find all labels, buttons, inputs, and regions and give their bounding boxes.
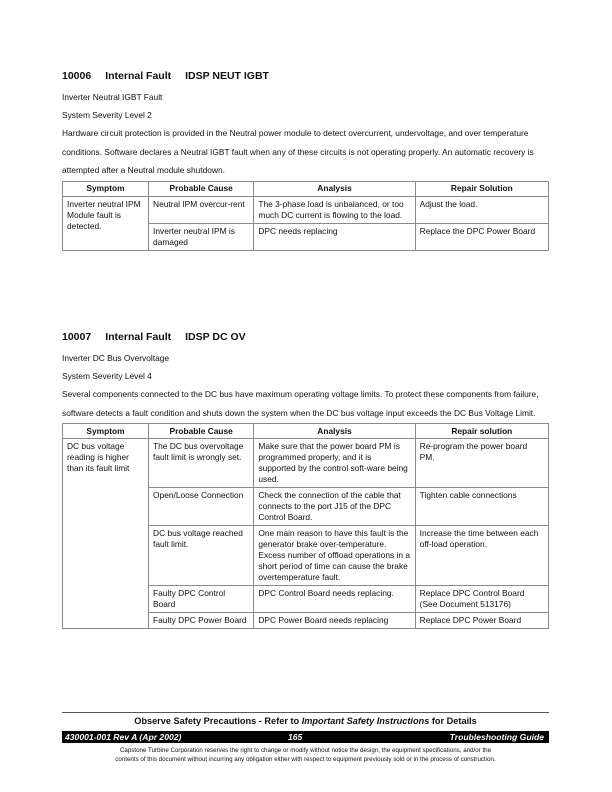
column-header-solution: Repair solution <box>415 424 548 439</box>
document-number: 430001-001 Rev A (Apr 2002) <box>65 732 182 742</box>
fault-description: Hardware circuit protection is provided in the Neutral power module to detect overcurrent, undervoltage, and over temperature conditions. Software declares a Neutral IGBT fault when any of these circuits is not operating properly. An automatic recovery is attempted after a Neutral module shutdown. <box>62 128 534 175</box>
cause-cell: Inverter neutral IPM is damaged <box>149 223 254 250</box>
cause-cell: Open/Loose Connection <box>149 488 254 526</box>
table-row <box>63 439 549 488</box>
table-header-row <box>63 181 549 196</box>
fault-name: Inverter Neutral IGBT Fault <box>62 92 163 102</box>
column-header-solution: Repair Solution <box>415 181 548 196</box>
fault-subtitle: IDSP NEUT IGBT <box>185 70 269 82</box>
footer-bar <box>62 731 549 743</box>
analysis-cell: DPC Control Board needs replacing. <box>254 586 415 613</box>
fault-section-10007 <box>62 331 549 629</box>
table-row <box>63 196 549 223</box>
fault-code: 10007 <box>62 331 92 343</box>
fault-description: Several components connected to the DC bus have maximum operating voltage limits. To protect these components from failure, software detects a fault condition and shuts down the system when the DC bus voltage input exceeds the DC Bus Voltage Limit. <box>62 389 539 418</box>
fault-heading <box>62 70 549 82</box>
solution-cell: Replace DPC Power Board <box>415 613 548 629</box>
footer-divider <box>62 712 549 713</box>
disclaimer-line: contents of this document without incurring any obligation either with respect to equipment previously sold or in the process of construction. <box>115 756 496 763</box>
solution-cell: Replace DPC Control Board (See Document 513176) <box>415 586 548 613</box>
symptom-cell: Inverter neutral IPM Module fault is detected. <box>63 196 149 250</box>
cause-cell: The DC bus overvoltage fault limit is wrongly set. <box>149 439 254 488</box>
severity-level: System Severity Level 2 <box>62 110 152 120</box>
column-header-cause: Probable Cause <box>149 424 254 439</box>
fault-section-10006 <box>62 70 549 251</box>
guide-title: Troubleshooting Guide <box>449 732 544 742</box>
column-header-analysis: Analysis <box>254 424 415 439</box>
safety-notice <box>62 716 549 726</box>
troubleshooting-table <box>62 181 549 251</box>
safety-instructions-reference: Important Safety Instructions <box>301 716 430 726</box>
column-header-analysis: Analysis <box>254 181 415 196</box>
analysis-cell: Check the connection of the cable that connects to the port J15 of the DPC Control Board. <box>254 488 415 526</box>
fault-heading <box>62 331 549 343</box>
analysis-cell: DPC needs replacing <box>254 223 415 250</box>
cause-cell: Faulty DPC Power Board <box>149 613 254 629</box>
cause-cell: Faulty DPC Control Board <box>149 586 254 613</box>
cause-cell: DC bus voltage reached fault limit. <box>149 526 254 586</box>
analysis-cell: DPC Power Board needs replacing <box>254 613 415 629</box>
column-header-cause: Probable Cause <box>149 181 254 196</box>
analysis-cell: The 3-phase load is unbalanced, or too much DC current is flowing to the load. <box>254 196 415 223</box>
fault-code: 10006 <box>62 70 92 82</box>
fault-title: Internal Fault <box>105 331 172 343</box>
severity-level: System Severity Level 4 <box>62 371 152 381</box>
symptom-cell: DC bus voltage reading is higher than its fault limit <box>63 439 149 629</box>
solution-cell: Tighten cable connections <box>415 488 548 526</box>
page-number: 165 <box>288 732 303 742</box>
column-header-symptom: Symptom <box>63 424 149 439</box>
safety-prefix: Observe Safety Precautions - Refer to <box>134 716 302 726</box>
disclaimer <box>62 746 549 764</box>
fault-title: Internal Fault <box>105 70 172 82</box>
solution-cell: Re-program the power board PM. <box>415 439 548 488</box>
analysis-cell: Make sure that the power board PM is programmed properly, and it is supported by the control soft-ware being used. <box>254 439 415 488</box>
disclaimer-line: Capstone Turbine Corporation reserves the right to change or modify without notice the design, the equipment specifications, and/or the <box>119 747 492 754</box>
column-header-symptom: Symptom <box>63 181 149 196</box>
table-header-row <box>63 424 549 439</box>
solution-cell: Adjust the load. <box>415 196 548 223</box>
troubleshooting-table <box>62 423 549 629</box>
fault-name: Inverter DC Bus Overvoltage <box>62 353 170 363</box>
solution-cell: Increase the time between each off-load operation. <box>415 526 548 586</box>
analysis-cell: One main reason to have this fault is the generator brake over-temperature. Excess number of offload operations in a short period of time can cause the brake overtemperature fault. <box>254 526 415 586</box>
safety-suffix: for Details <box>429 716 477 726</box>
solution-cell: Replace the DPC Power Board <box>415 223 548 250</box>
fault-subtitle: IDSP DC OV <box>185 331 246 343</box>
cause-cell: Neutral IPM overcur-rent <box>149 196 254 223</box>
